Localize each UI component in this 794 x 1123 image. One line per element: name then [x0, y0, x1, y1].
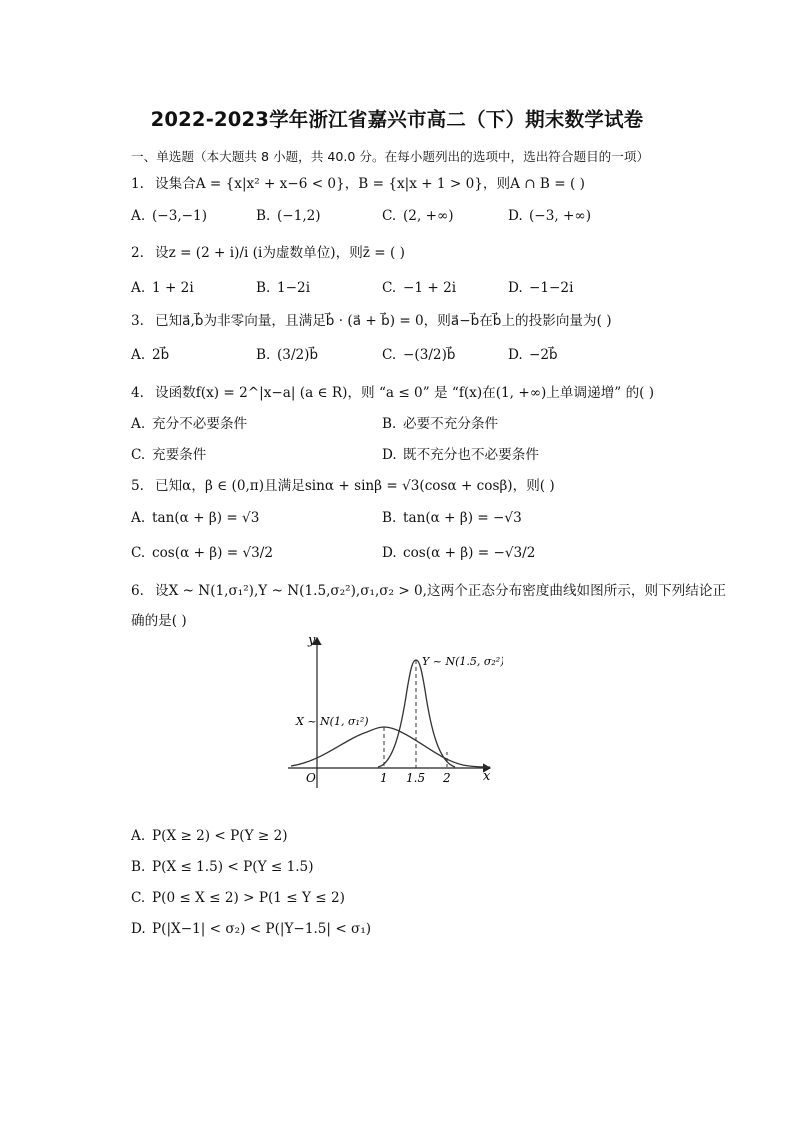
- page-title: 2022-2023学年浙江省嘉兴市高二（下）期末数学试卷: [150, 108, 644, 131]
- tick-label-1-5: 1.5: [406, 771, 426, 785]
- section-heading: 一、单选题（本大题共 8 小题，共 40.0 分。在每小题列出的选项中，选出符合题目的一项）: [131, 149, 650, 164]
- origin-label: O: [306, 771, 316, 785]
- tick-label-2: 2: [443, 771, 451, 785]
- option-b: B. 1−2i: [256, 280, 311, 296]
- question-number: 2.: [131, 245, 144, 261]
- question-stem: 已知a⃗,b⃗为非零向量，且满足b⃗ · (a⃗ + b⃗) = 0，则a⃗−b⃗在b⃗上的投影向量为( ): [155, 313, 612, 329]
- question-stem: 设X ~ N(1,σ₁²),Y ~ N(1.5,σ₂²),σ₁,σ₂ > 0,这两个正态分布密度曲线如图所示，则下列结论正: [155, 583, 727, 599]
- question-stem: 已知α，β ∈ (0,π)且满足sinα + sinβ = √3(cosα + cosβ)，则( ): [155, 478, 555, 494]
- normal-distribution-figure: [283, 630, 503, 790]
- tick-label-1: 1: [380, 771, 388, 785]
- option-a: A. tan(α + β) = √3: [131, 510, 260, 526]
- question-3: [131, 311, 612, 331]
- option-c: C. −1 + 2i: [382, 280, 457, 296]
- question-6-continued: [131, 611, 187, 631]
- option-c: C. 充要条件: [131, 447, 207, 463]
- question-6: [131, 581, 726, 601]
- option-a: A. (−3,−1): [131, 208, 208, 224]
- question-number: 4.: [131, 385, 144, 401]
- option-c: C. cos(α + β) = √3/2: [131, 545, 274, 561]
- option-d: D. −1−2i: [508, 280, 574, 296]
- question-number: 1.: [131, 176, 144, 192]
- question-stem: 设集合A = {x|x² + x−6 < 0}，B = {x|x + 1 > 0}，则A ∩ B = ( ): [155, 176, 585, 192]
- option-d: D. cos(α + β) = −√3/2: [382, 545, 536, 561]
- option-b: B. P(X ≤ 1.5) < P(Y ≤ 1.5): [131, 859, 314, 875]
- option-b: B. 必要不充分条件: [382, 416, 499, 432]
- option-d: D. P(|X−1| < σ₂) < P(|Y−1.5| < σ₁): [131, 921, 372, 937]
- question-stem: 设函数f(x) = 2^|x−a| (a ∈ R)，则 “a ≤ 0” 是 “f(x)在(1, +∞)上单调递增” 的( ): [155, 385, 655, 401]
- question-4: [131, 383, 654, 403]
- option-d: D. 既不充分也不必要条件: [382, 447, 539, 463]
- option-c: C. P(0 ≤ X ≤ 2) > P(1 ≤ Y ≤ 2): [131, 890, 345, 906]
- option-b: B. (3/2)b⃗: [256, 347, 319, 363]
- question-number: 3.: [131, 313, 144, 329]
- option-c: C. −(3/2)b⃗: [382, 347, 456, 363]
- option-b: B. (−1,2): [256, 208, 321, 224]
- question-5: [131, 476, 555, 496]
- y-axis-label: y: [308, 633, 316, 648]
- question-1: [131, 174, 585, 194]
- option-a: A. 1 + 2i: [131, 280, 194, 296]
- x-axis-label: x: [483, 769, 491, 784]
- option-c: C. (2, +∞): [382, 208, 454, 224]
- question-stem: 设z = (2 + i)/i (i为虚数单位)，则z̄ = ( ): [155, 245, 405, 261]
- question-2: [131, 243, 405, 263]
- question-stem-continued: 确的是( ): [131, 613, 187, 629]
- curve-label-x: X ~ N(1, σ₁²): [296, 715, 369, 728]
- question-number: 5.: [131, 478, 144, 494]
- curve-label-y: Y ~ N(1.5, σ₂²): [422, 655, 503, 668]
- option-a: A. 2b⃗: [131, 347, 170, 363]
- option-b: B. tan(α + β) = −√3: [382, 510, 522, 526]
- option-d: D. −2b⃗: [508, 347, 558, 363]
- option-a: A. P(X ≥ 2) < P(Y ≥ 2): [131, 828, 288, 844]
- question-number: 6.: [131, 583, 144, 599]
- curve-x-density: [291, 727, 490, 767]
- option-d: D. (−3, +∞): [508, 208, 592, 224]
- option-a: A. 充分不必要条件: [131, 416, 248, 432]
